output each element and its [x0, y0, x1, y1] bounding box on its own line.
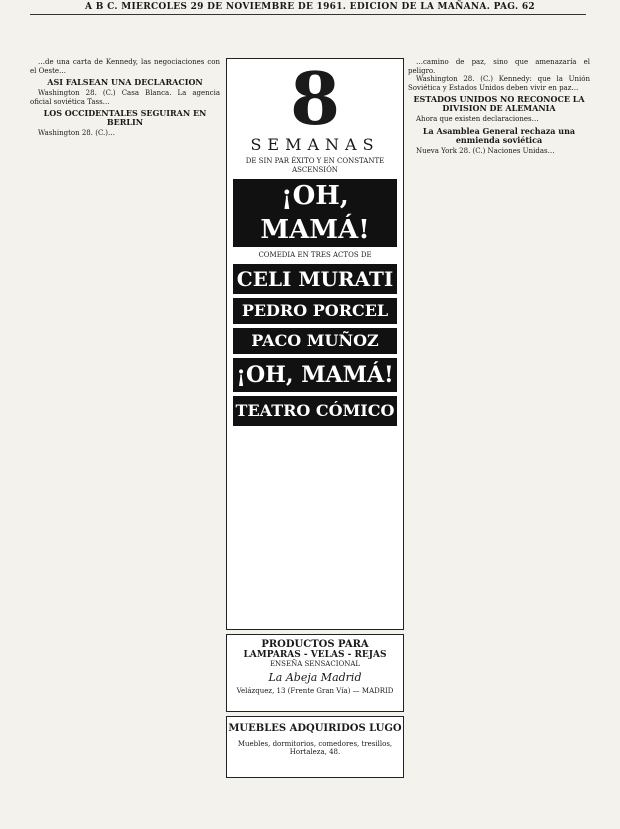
paragraph: Nueva York 28. (C.) Naciones Unidas…: [416, 146, 555, 155]
advert-title: ¡OH, MAMÁ!: [233, 358, 397, 392]
advert-number: 8: [289, 56, 341, 141]
advert-text: Muebles, dormitorios, comedores, tresillos, Hortaleza, 48.: [237, 740, 393, 756]
advert-address: Velázquez, 13 (Frente Gran Vía) — MADRID: [236, 687, 394, 695]
paragraph: Ahora que existen declaraciones…: [416, 115, 539, 123]
advert-line: COMEDIA EN TRES ACTOS DE: [258, 251, 372, 259]
advert-star: CELI MURATI: [233, 264, 397, 294]
advert-theatre: TEATRO CÓMICO: [233, 396, 397, 426]
advert-maker: La Abeja Madrid: [268, 671, 362, 684]
advert-title: MUEBLES ADQUIRIDOS LUGO: [228, 723, 402, 734]
page-header: A B C. MIERCOLES 29 DE NOVIEMBRE DE 1961. EDICION DE LA MAÑANA. PAG. 62: [85, 2, 535, 12]
advert-star: PEDRO PORCEL: [233, 298, 397, 324]
headline: ASI FALSEAN UNA DECLARACION: [47, 77, 203, 87]
column-right: [408, 58, 590, 828]
advert-star: PACO MUÑOZ: [233, 328, 397, 354]
advert-weeks: SEMANAS: [250, 135, 380, 154]
advert-line: DE SIN PAR ÉXITO Y EN CONSTANTE ASCENSIÓN: [245, 157, 385, 174]
paragraph: Washington 28. (C.)…: [38, 129, 115, 137]
column-left: [30, 58, 220, 828]
theatre-advert: [226, 58, 404, 630]
advert-items: LAMPARAS - VELAS - REJAS: [243, 650, 387, 660]
headline: LOS OCCIDENTALES SEGUIRAN EN BERLIN: [43, 108, 207, 127]
headline: La Asamblea General rechaza una enmienda soviética: [422, 125, 576, 145]
lamp-advert: [226, 634, 404, 712]
advert-title: ¡OH, MAMÁ!: [233, 179, 397, 247]
headline: ESTADOS UNIDOS NO RECONOCE LA DIVISION DE ALEMANIA: [413, 94, 585, 113]
furniture-advert: [226, 716, 404, 778]
paragraph: Washington 28. (C.) Casa Blanca. La agencia oficial soviética Tass…: [30, 89, 220, 106]
paragraph: Washington 28. (C.) Kennedy: que la Unión Soviética y Estados Unidos deben vivir en paz…: [408, 75, 590, 92]
paragraph: …de una carta de Kennedy, las negociaciones con el Oeste…: [30, 58, 220, 75]
paragraph: …camino de paz, sino que amenazaría el peligro.: [408, 58, 590, 75]
header-rule: [30, 14, 586, 15]
advert-extra: ENSEÑA SENSACIONAL: [269, 660, 361, 668]
advert-brand: PRODUCTOS PARA: [261, 639, 369, 650]
